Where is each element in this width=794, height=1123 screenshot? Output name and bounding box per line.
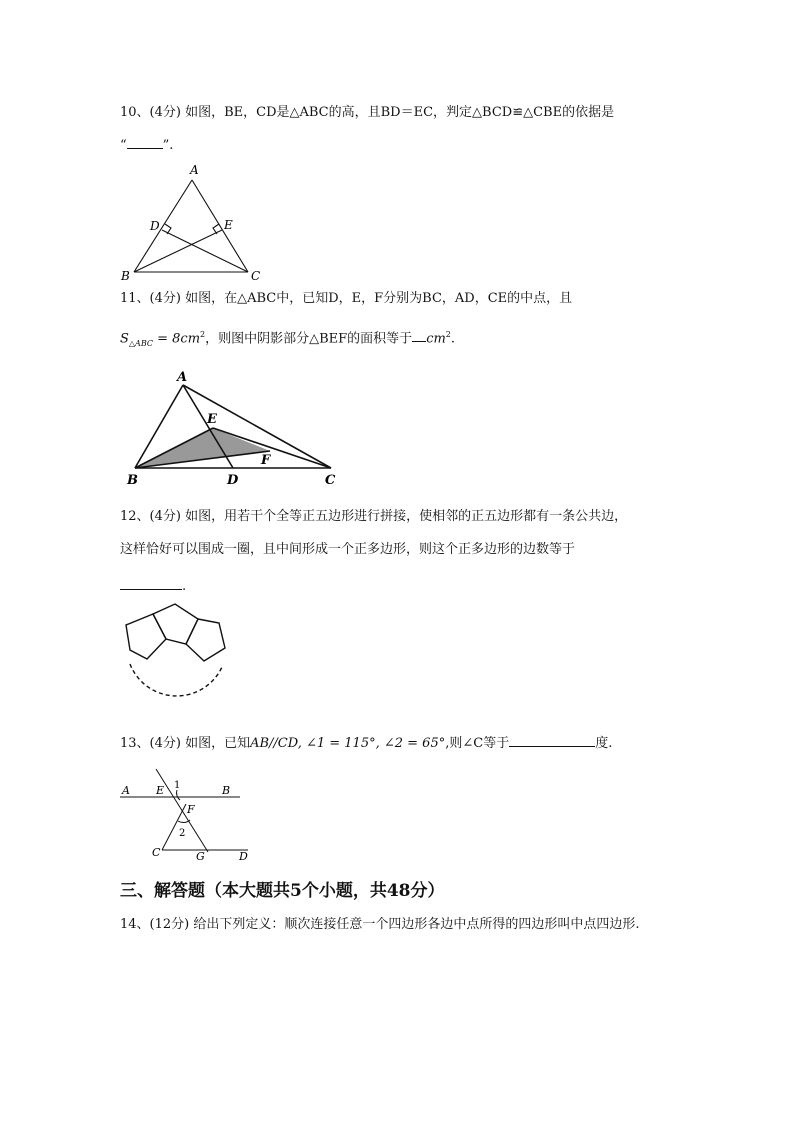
- q11-question: ，则图中阴影部分△BEF的面积等于: [205, 331, 413, 347]
- q13-label-f: F: [187, 803, 195, 816]
- q10-label-c: C: [251, 269, 261, 283]
- q13-prefix: 13、(4分) 如图，已知: [120, 736, 251, 751]
- q11-area-value: = 8cm: [152, 331, 201, 347]
- q13-figure-parallel-lines: [114, 766, 254, 864]
- q14-text-line1: 14、(12分) 给出下列定义：顺次连接任意一个四边形各边中点所得的四边形叫中点四边形.: [120, 917, 640, 932]
- q13-line-through-e-g: [156, 769, 208, 852]
- q11-text-line2: [120, 326, 455, 353]
- q12-pentagon-left: [126, 614, 166, 659]
- q10-text-line1: 10、(4分) 如图，BE，CD是△ABC的高，且BD＝EC，判定△BCD≌△CBE的依据是: [120, 105, 615, 120]
- q13-label-a: A: [122, 784, 130, 797]
- q10-label-e: E: [224, 218, 233, 232]
- q12-figure-pentagons: [114, 596, 238, 718]
- q13-label-d: D: [239, 850, 248, 863]
- q10-figure-triangle: [110, 160, 270, 285]
- q11-label-c: C: [325, 473, 336, 488]
- q13-angle-1-label: 1: [174, 780, 181, 791]
- q12-text-line3: [120, 575, 186, 596]
- q13-label-e: E: [156, 784, 165, 797]
- q12-dashed-arc: [130, 664, 222, 696]
- q10-right-angle-e: [213, 224, 219, 234]
- q13-line-fc: [162, 804, 186, 850]
- q11-figure-triangle: [118, 365, 348, 490]
- q10-quote-open: “: [120, 138, 127, 153]
- q13-answer-blank: [509, 732, 595, 747]
- q12-pentagon-middle: [153, 604, 198, 644]
- q10-answer-blank: [127, 134, 163, 149]
- q11-unit: cm: [426, 331, 446, 347]
- q10-label-d: D: [150, 219, 160, 233]
- q12-text-line2: 这样恰好可以围成一圈，且中间形成一个正多边形，则这个正多边形的边数等于: [120, 542, 576, 557]
- q13-label-c: C: [152, 846, 161, 859]
- q13-angle-1-arc: [177, 790, 180, 800]
- q12-answer-blank: [120, 575, 182, 590]
- q11-label-d: D: [227, 473, 239, 488]
- q11-area-exponent: 2: [200, 330, 206, 339]
- q12-text-line1: 12、(4分) 如图，用若干个全等正五边形进行拼接，使相邻的正五边形都有一条公共边，: [120, 509, 628, 524]
- q11-answer-blank: [412, 327, 426, 342]
- q11-label-f: F: [261, 453, 271, 468]
- q13-angle-2-label: 2: [179, 828, 186, 839]
- q13-question: ,则∠C等于: [445, 736, 510, 751]
- q13-given: AB//CD, ∠1 = 115°, ∠2 = 65°: [250, 736, 446, 751]
- q13-unit: 度.: [595, 736, 613, 751]
- q11-area-subscript: △ABC: [128, 338, 153, 348]
- q13-text: [120, 732, 612, 753]
- q11-label-e: E: [207, 412, 217, 427]
- q10-quote-close: ”.: [162, 138, 174, 153]
- q11-unit-exponent: 2: [445, 330, 451, 339]
- q10-label-a: A: [190, 163, 199, 177]
- q13-label-g: G: [196, 850, 205, 863]
- section-heading: 三、解答题（本大题共5个小题，共48分）: [120, 881, 445, 901]
- q11-label-a: A: [177, 370, 188, 385]
- q11-label-b: B: [127, 473, 138, 488]
- q12-period: .: [182, 579, 187, 594]
- q11-text-line1: 11、(4分) 如图，在△ABC中，已知D，E，F分别为BC，AD，CE的中点，且: [120, 291, 573, 306]
- q13-label-b: B: [222, 784, 231, 797]
- q11-period: .: [450, 331, 456, 347]
- q10-label-b: B: [121, 269, 130, 283]
- q12-pentagon-right: [186, 619, 225, 661]
- q11-area-symbol: S: [120, 331, 129, 347]
- q10-text-line2: [120, 134, 173, 155]
